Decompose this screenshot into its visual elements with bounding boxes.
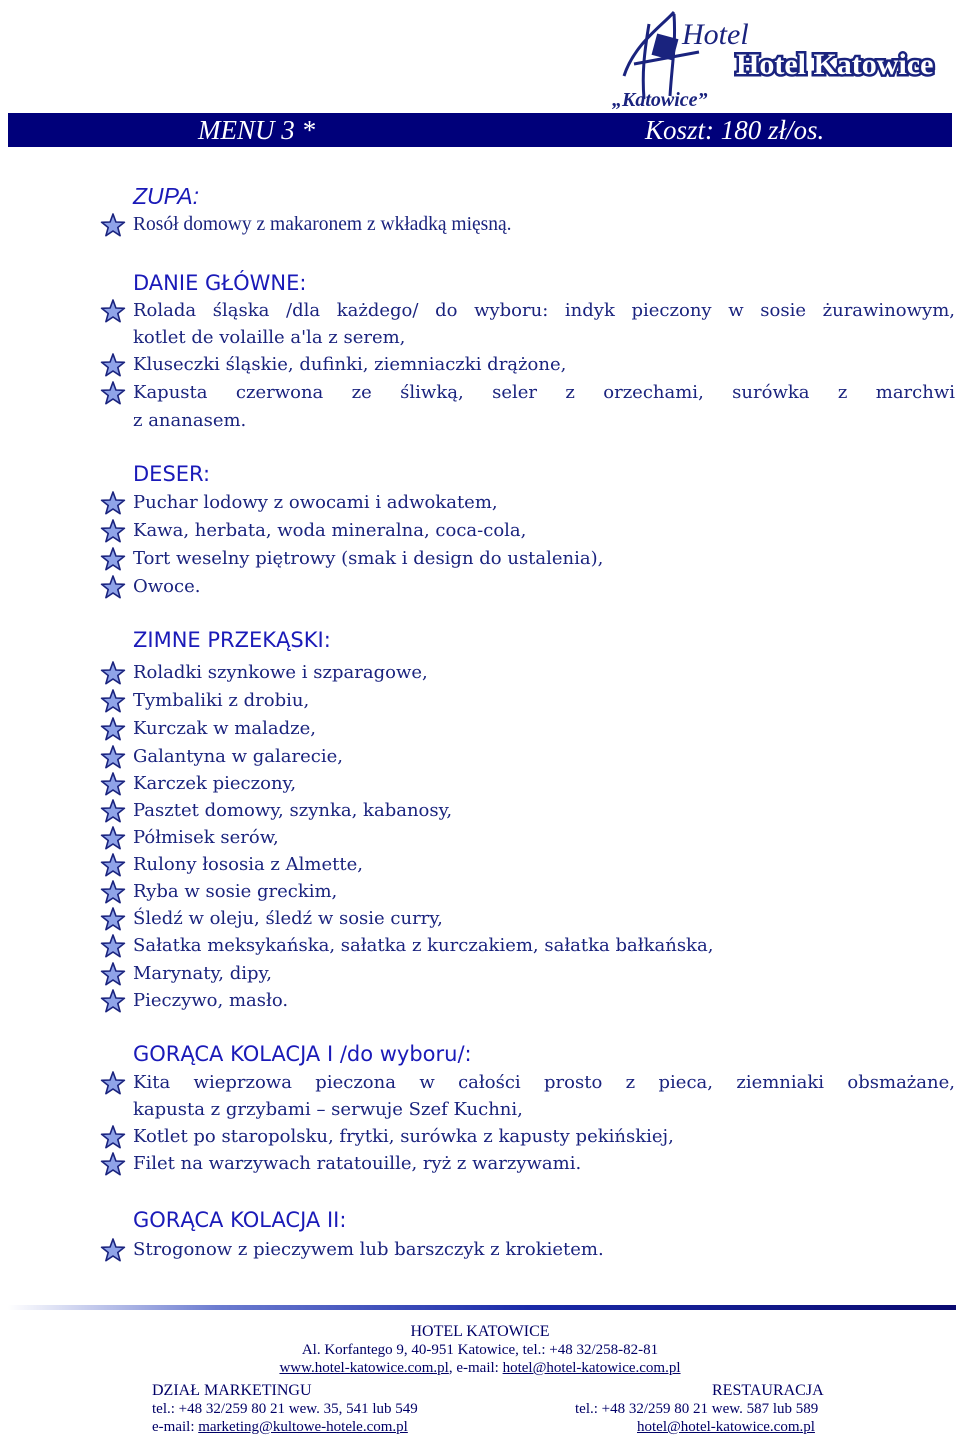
menu-item: Karczek pieczony,: [133, 773, 297, 794]
logo-script-sub: „Katowice”: [612, 89, 708, 111]
footer-contact: [0, 1360, 960, 1377]
hotel-logo: [604, 4, 950, 112]
menu-item: Rulony łososia z Almette,: [133, 854, 363, 875]
star-bullet-icon: [100, 519, 126, 545]
menu-item: Sałatka meksykańska, sałatka z kurczakiem, sałatka bałkańska,: [133, 935, 714, 956]
menu-item: Półmisek serów,: [133, 827, 279, 848]
footer-divider: [8, 1305, 956, 1310]
menu-item: Pasztet domowy, szynka, kabanosy,: [133, 800, 453, 821]
star-bullet-icon: [100, 934, 126, 960]
section-heading-zimne: ZIMNE PRZEKĄSKI:: [133, 628, 331, 652]
footer-email-prefix: , e-mail:: [448, 1360, 503, 1376]
menu-item: Galantyna w galarecie,: [133, 746, 343, 767]
footer-address: Al. Korfantego 9, 40-951 Katowice, tel.: +48 32/258-82-81: [301, 1342, 659, 1358]
menu-item: Puchar lodowy z owocami i adwokatem,: [133, 492, 498, 513]
menu-item: Rolada śląska /dla każdego/ do wyboru: indyk pieczony w sosie żurawinowym,: [133, 300, 955, 321]
menu-title: MENU 3 *: [198, 115, 315, 145]
menu-item: Marynaty, dipy,: [133, 963, 273, 984]
section-heading-deser: DESER:: [133, 462, 211, 486]
star-bullet-icon: [100, 381, 126, 407]
menu-item: kapusta z grzybami – serwuje Szef Kuchni,: [133, 1099, 523, 1120]
star-bullet-icon: [100, 575, 126, 601]
star-bullet-icon: [100, 772, 126, 798]
star-bullet-icon: [100, 1152, 126, 1178]
star-bullet-icon: [100, 1238, 126, 1264]
restaurant-tel: tel.: +48 32/259 80 21 wew. 587 lub 589: [575, 1401, 819, 1417]
star-bullet-icon: [100, 1071, 126, 1097]
marketing-email-link[interactable]: marketing@kultowe-hotele.com.pl: [198, 1419, 408, 1435]
menu-item: Owoce.: [133, 576, 201, 597]
section-heading-goraca-1: [133, 1042, 472, 1066]
star-bullet-icon: [100, 826, 126, 852]
menu-item: Kita wieprzowa pieczona w całości prosto z pieca, ziemniaki obsmażane,: [133, 1072, 955, 1093]
marketing-tel: tel.: +48 32/259 80 21 wew. 35, 541 lub 549: [152, 1401, 418, 1417]
star-bullet-icon: [100, 689, 126, 715]
star-bullet-icon: [100, 1125, 126, 1151]
hotel-logo-icon: [604, 4, 950, 112]
star-bullet-icon: [100, 353, 126, 379]
menu-item: Strogonow z pieczywem lub barszczyk z krokietem.: [133, 1239, 604, 1260]
goraca-1-heading-text: GORĄCA KOLACJA I /do wyboru/:: [133, 1042, 472, 1066]
logo-script: Hotel: [682, 18, 749, 51]
menu-item: kotlet de volaille a'la z serem,: [133, 327, 406, 348]
star-bullet-icon: [100, 661, 126, 687]
star-bullet-icon: [100, 799, 126, 825]
section-heading-goraca-2: GORĄCA KOLACJA II:: [133, 1208, 347, 1232]
footer-website-link[interactable]: www.hotel-katowice.com.pl: [279, 1360, 449, 1376]
menu-item: Kluseczki śląskie, dufinki, ziemniaczki drążone,: [133, 354, 567, 375]
star-bullet-icon: [100, 745, 126, 771]
footer-hotel-name: HOTEL KATOWICE: [410, 1323, 550, 1340]
menu-item: Kawa, herbata, woda mineralna, coca-cola,: [133, 520, 527, 541]
star-bullet-icon: [100, 717, 126, 743]
star-bullet-icon: [100, 907, 126, 933]
menu-item: Pieczywo, masło.: [133, 990, 289, 1011]
star-bullet-icon: [100, 299, 126, 325]
section-heading-zupa: ZUPA:: [133, 183, 200, 209]
star-bullet-icon: [100, 880, 126, 906]
menu-item: Kapusta czerwona ze śliwką, seler z orzechami, surówka z marchwi: [133, 382, 955, 403]
menu-cost: Koszt: 180 zł/os.: [645, 115, 825, 145]
marketing-heading: DZIAŁ MARKETINGU: [152, 1382, 312, 1399]
menu-item: Kotlet po staropolsku, frytki, surówka z kapusty pekińskiej,: [133, 1126, 674, 1147]
menu-item: Śledź w oleju, śledź w sosie curry,: [133, 908, 443, 929]
logo-name: Hotel Katowice: [736, 48, 934, 81]
star-bullet-icon: [100, 962, 126, 988]
menu-banner: [8, 113, 952, 147]
menu-item: Ryba w sosie greckim,: [133, 881, 338, 902]
marketing-email-label: e-mail:: [152, 1419, 199, 1435]
restaurant-email-link[interactable]: hotel@hotel-katowice.com.pl: [637, 1419, 815, 1435]
star-bullet-icon: [100, 853, 126, 879]
restaurant-email-line: [637, 1419, 815, 1436]
menu-item: Tymbaliki z drobiu,: [133, 690, 310, 711]
footer-email-link[interactable]: hotel@hotel-katowice.com.pl: [502, 1360, 681, 1376]
menu-item: Tort weselny piętrowy (smak i design do ustalenia),: [133, 548, 604, 569]
menu-item: Filet na warzywach ratatouille, ryż z warzywami.: [133, 1153, 582, 1174]
marketing-email-line: [152, 1419, 408, 1436]
star-bullet-icon: [100, 547, 126, 573]
star-bullet-icon: [100, 989, 126, 1015]
menu-item: Roladki szynkowe i szparagowe,: [133, 662, 428, 683]
star-bullet-icon: [100, 491, 126, 517]
menu-item: Rosół domowy z makaronem z wkładką mięsną.: [133, 214, 512, 235]
section-heading-danie: DANIE GŁÓWNE:: [133, 271, 307, 295]
menu-item: z ananasem.: [133, 410, 247, 431]
star-bullet-icon: [100, 213, 126, 239]
menu-item: Kurczak w maladze,: [133, 718, 316, 739]
restaurant-heading: RESTAURACJA: [712, 1382, 824, 1399]
